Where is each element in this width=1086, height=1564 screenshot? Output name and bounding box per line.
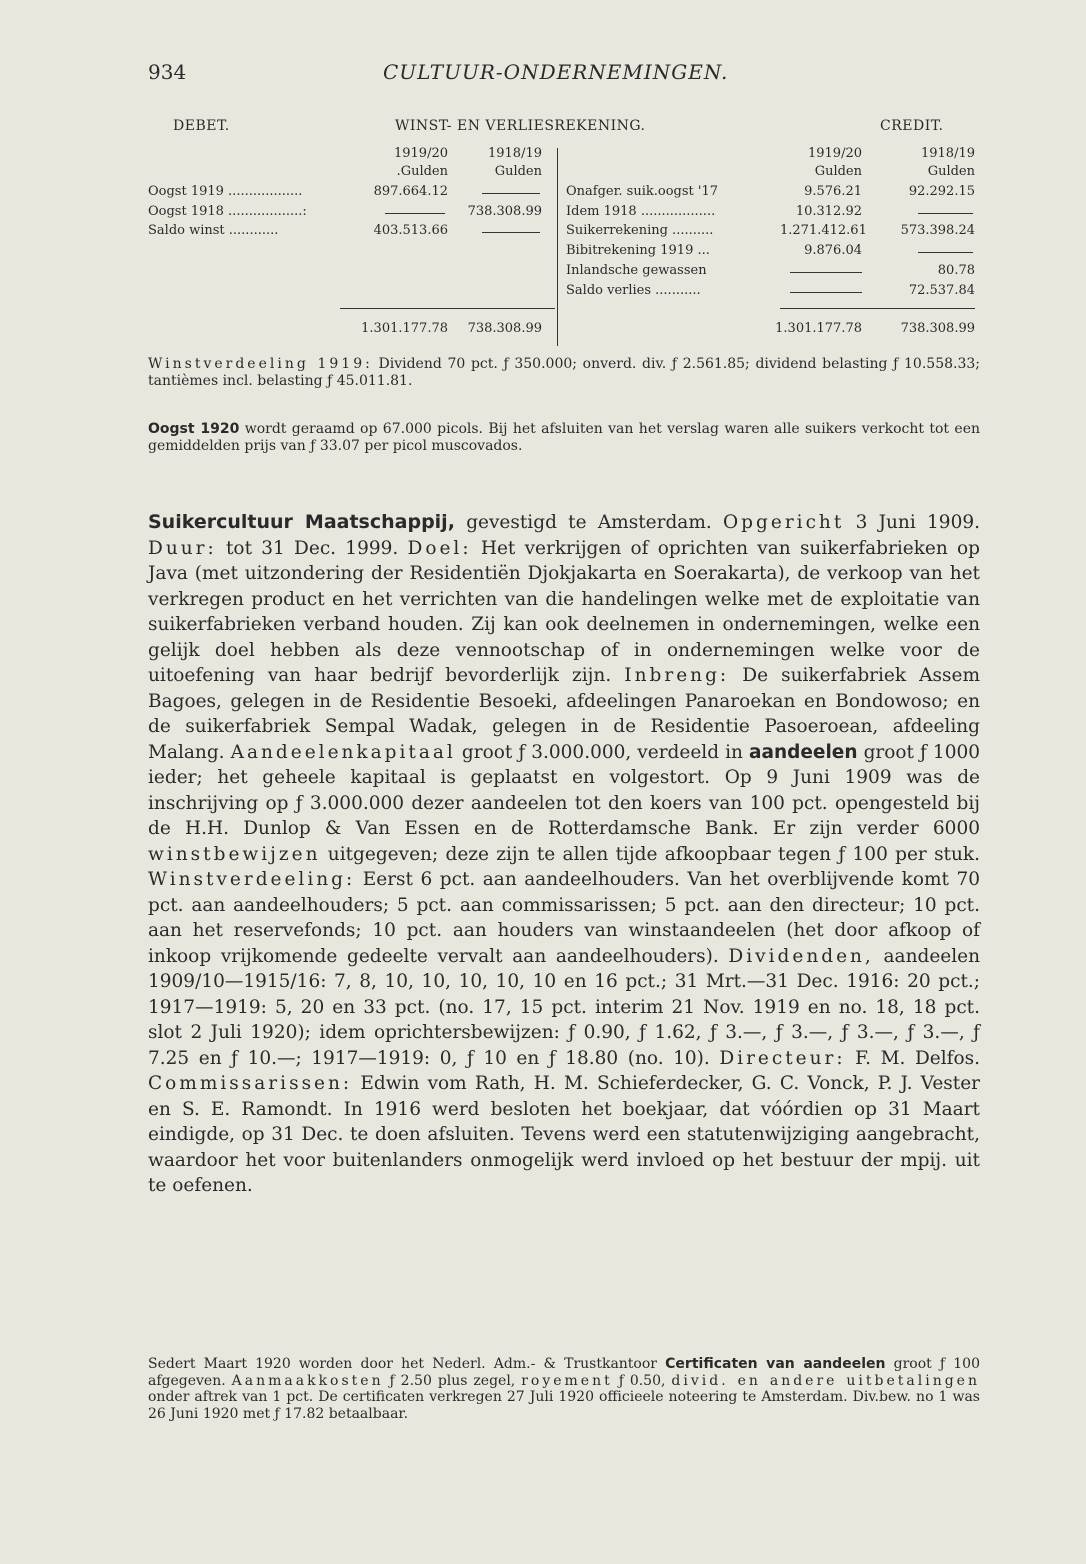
- credit-col-1-header: 1919/20: [807, 146, 862, 161]
- dash-placeholder: [482, 232, 540, 233]
- credit-row-value: 573.398.24: [900, 223, 975, 238]
- debet-label: DEBET.: [173, 118, 230, 134]
- company-text: groot ƒ 1000 ieder; het geheele kapitaal is geplaatst en volgestort. Op 9 Juni 1909 was de inschrijving op ƒ 3.000.000 dezer aandeelen tot den koers van 100 pct. opengesteld bij de H.H. Dunlop & Van Essen en de Rotterdamsche Bank. Er zijn verder 6000: [148, 741, 980, 839]
- winstverdeeling-heading: Winstverdeeling 1919:: [148, 356, 373, 372]
- commissarissen-label: Commissarissen:: [148, 1073, 353, 1094]
- credit-col-1-unit: Gulden: [814, 164, 862, 179]
- company-text: Eerst 6 pct. aan aandeelhouders. Van het overblijvende komt 70 pct. aan aandeelhouders; 5 pct. aan commissarissen; 5 pct. aan den directeur; 10 pct. aan het reservefonds; 10 pct. aan houders van winstaandeelen (het door afkoop of inkoop vrijkomende gedeelte vervalt aan aandeelhouders).: [148, 869, 980, 967]
- credit-row-value: 92.292.15: [908, 184, 975, 199]
- certificaten-text: groot ƒ 100 afgegeven.: [148, 1356, 980, 1389]
- aandeelen-label: aandeelen: [748, 741, 858, 763]
- company-text: Edwin vom Rath, H. M. Schieferdecker, G. C. Vonck, P. J. Vester en S. E. Ramondt. In 1916 werd besloten het boekjaar, dat vóórdien op 31 Maart eindigde, op 31 Dec. te doen afsluiten. Tevens werd een statutenwijziging aangebracht, waardoor het voor buitenlanders onmogelijk werd invloed op het bestuur der mpij. uit te oefenen.: [148, 1073, 980, 1196]
- certificaten-bold: Certificaten van aandeelen: [665, 1356, 886, 1372]
- credit-row-value: 72.537.84: [908, 283, 975, 298]
- credit-row-label: Saldo verlies ...........: [566, 283, 701, 298]
- royement-label: royement: [521, 1372, 613, 1389]
- company-text: De suikerfabriek Assem Bagoes, gelegen in de Residentie Besoeki, afdeelingen Panaroekan en Bondowoso; en de suikerfabriek Sempal Wadak, gelegen in de Residentie Pasoeroean, afdeeling Malang.: [148, 665, 981, 763]
- opgericht-label: Opgericht: [723, 512, 845, 533]
- doel-label: Doel:: [407, 537, 472, 559]
- debit-col-2-header: 1918/19: [487, 146, 542, 161]
- company-text: aandeelen 1909/10—1915/16: 7, 8, 10, 10, 10, 10, 10 en 16 pct.; 31 Mrt.—31 Dec. 1916: 20 pct.; 1917—1919: 5, 20 en 33 pct. (no. 17, 15 pct. interim 21 Nov. 1919 en no. 18, 18 pct. slot 2 Juli 1920); idem oprichtersbewijzen: ƒ 0.90, ƒ 1.62, ƒ 3.—, ƒ 3.—, ƒ 3.—, ƒ 3.—, ƒ 7.25 en ƒ 10.—; 1917—1919: 0, ƒ 10 en ƒ 18.80 (no. 10).: [148, 945, 980, 1069]
- debit-col-2-unit: Gulden: [494, 164, 542, 179]
- credit-row-label: Bibitrekening 1919 ...: [566, 243, 710, 258]
- debit-row-label: Oogst 1919 ..................: [148, 184, 303, 199]
- credit-total-rule: [780, 308, 975, 309]
- debit-row-value: 403.513.66: [373, 223, 448, 238]
- debit-row-label: Saldo winst ............: [148, 223, 279, 238]
- credit-col-2-unit: Gulden: [927, 164, 975, 179]
- inbreng-label: Inbreng:: [624, 665, 730, 686]
- duur-label: Duur:: [148, 537, 217, 559]
- winstbewijzen-label: winstbewijzen: [148, 843, 321, 865]
- running-header: [148, 60, 978, 90]
- debit-row-value: 897.664.12: [373, 184, 448, 199]
- credit-row-value: 10.312.92: [795, 204, 862, 219]
- dash-placeholder: [385, 213, 445, 214]
- kapitaal-label: Aandeelenkapitaal: [230, 741, 456, 763]
- credit-row-value: 9.576.21: [804, 184, 862, 199]
- aanmaak-label: Aanmaakkosten: [231, 1372, 384, 1389]
- company-text: tot 31 Dec. 1999.: [216, 537, 408, 559]
- dash-placeholder: [790, 292, 862, 293]
- dash-placeholder: [918, 213, 973, 214]
- credit-row-label: Idem 1918 ..................: [566, 204, 716, 219]
- certificaten-text: ƒ 2.50 plus zegel,: [383, 1372, 522, 1389]
- winstverdeeling-paragraph: [148, 356, 980, 390]
- company-text: 3 Juni 1909.: [844, 512, 980, 533]
- page-number: 934: [148, 60, 187, 84]
- credit-label: CREDIT.: [880, 118, 944, 134]
- running-title: CULTUUR-ONDERNEMINGEN.: [383, 60, 729, 84]
- column-divider: [557, 148, 558, 346]
- account-title: WINST- EN VERLIESREKENING.: [395, 118, 646, 134]
- winstverdeeling-label: Winstverdeeling:: [148, 869, 356, 890]
- credit-row-value: 80.78: [937, 263, 975, 278]
- oogst-paragraph: [148, 421, 980, 455]
- credit-row-label: Onafger. suik.oogst '17: [566, 184, 718, 199]
- debit-row-value: 738.308.99: [467, 204, 542, 219]
- divid-label: divid. en andere uitbetalingen: [671, 1372, 980, 1389]
- credit-row-value: 1.271.412.61: [780, 223, 867, 238]
- debit-col-1-header: 1919/20: [393, 146, 448, 161]
- company-name: Suikercultuur Maatschappij,: [148, 511, 455, 533]
- certificaten-paragraph: [148, 1356, 980, 1422]
- credit-row-value: 9.876.04: [804, 243, 862, 258]
- oogst-text: wordt geraamd op 67.000 picols. Bij het afsluiten van het verslag waren alle suikers verkocht tot een gemiddelden prijs van ƒ 33.07 per picol muscovados.: [148, 421, 981, 454]
- certificaten-text: Sedert Maart 1920 worden door het Nederl. Adm.- & Trustkantoor: [148, 1356, 666, 1372]
- debit-col-1-unit: .Gulden: [396, 164, 448, 179]
- debit-row-label: Oogst 1918 ..................:: [148, 204, 307, 219]
- dash-placeholder: [482, 193, 540, 194]
- dash-placeholder: [918, 252, 973, 253]
- dash-placeholder: [790, 272, 862, 273]
- credit-row-label: Inlandsche gewassen: [566, 263, 707, 278]
- credit-total: 738.308.99: [900, 321, 975, 336]
- winstverdeeling-text: Dividend 70 pct. ƒ 350.000; onverd. div. ƒ 2.561.85; dividend belasting ƒ 10.558.33; tantièmes incl. belasting ƒ 45.011.81.: [148, 356, 980, 389]
- oogst-heading: Oogst 1920: [148, 421, 240, 437]
- company-text: F. M. Delfos.: [845, 1047, 981, 1069]
- company-text: groot ƒ 3.000.000, verdeeld in: [455, 741, 749, 763]
- certificaten-text: onder aftrek van 1 pct. De certificaten verkregen 27 Juli 1920 officieele noteering te Amsterdam. Div.bew. no 1 was 26 Juni 1920 met ƒ 17.82 betaalbaar.: [148, 1389, 980, 1422]
- certificaten-text: ƒ 0.50,: [612, 1372, 672, 1389]
- credit-row-label: Suikerrekening ..........: [566, 223, 714, 238]
- company-text: uitgegeven; deze zijn te allen tijde afkoopbaar tegen ƒ 100 per stuk.: [320, 843, 980, 865]
- directeur-label: Directeur:: [719, 1047, 846, 1069]
- company-paragraph: [148, 510, 980, 1199]
- company-text: Het verkrijgen of oprichten van suikerfabrieken op Java (met uitzondering der Residentiën Djokjakarta en Soerakarta), de verkoop van het verkregen product en het verrichten van die handelingen welke met de exploitatie van suikerfabrieken verband houden. Zij kan ook deelnemen in ondernemingen, welke een gelijk doel hebben als deze vennootschap of in ondernemingen welke voor de uitoefening van haar bedrijf bevorderlijk zijn.: [148, 537, 980, 686]
- dividenden-label: Dividenden,: [728, 945, 874, 967]
- debit-total: 1.301.177.78: [361, 321, 448, 336]
- credit-col-2-header: 1918/19: [920, 146, 975, 161]
- debit-total: 738.308.99: [467, 321, 542, 336]
- debit-total-rule: [340, 308, 555, 309]
- credit-total: 1.301.177.78: [775, 321, 862, 336]
- company-text: gevestigd te Amsterdam.: [454, 512, 724, 533]
